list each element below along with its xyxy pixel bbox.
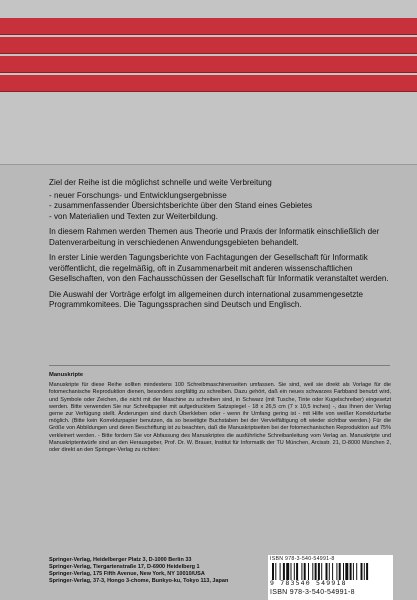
red-stripe [0,75,417,92]
section-divider [49,365,390,366]
paragraph-proceedings: In erster Linie werden Tagungsberichte von Fachtagungen der Gesellschaft für Informatik veröffentlicht, die regelmäßig, oft in Zusammenarbeit mit anderen wissenschaftlichen Gesellschaften, von den Fachausschüssen der Gesellschaft für Informatik veranstaltet werden. [49,253,389,283]
paragraph-selection: Die Auswahl der Vorträge erfolgt im allgemeinen durch international zusammengesetzte Programmkomitees. Die Tagungssprachen sind Deutsch und Englisch. [49,289,364,309]
goals-list [49,191,389,223]
red-stripe [0,18,417,35]
isbn-barcode-box [268,555,393,600]
series-description [49,178,389,316]
isbn-top-label: ISBN 978-3-540-54991-8 [270,556,335,562]
goal-item: - zusammenfassender Übersichtsberichte über den Stand eines Gebietes [49,201,313,210]
cover-top-panel [0,0,417,165]
publisher-addresses [49,557,264,585]
paragraph-themes: In diesem Rahmen werden Themen aus Theorie und Praxis der Informatik einschließlich der Datenverarbeitung in verschiedenen Anwendungsgebieten behandelt. [49,227,380,247]
manuscripts-section [49,372,391,454]
manuscripts-text: Manuskripte für diese Reihe sollten mindestens 100 Schreibmaschinenseiten umfassen. Sie sind, weil sie direkt als Vorlage für die fotomechanische Reproduktion dienen, besonders sorgfältig zu schreiben. Dazu gehört, daß ein neues schwarzes Farbband benutzt wird, und Symbole oder Zeichen, die nicht mit der Maschine zu schreiben sind, in Schwarz (mit Tusche, Tinte oder Kugelschreiber) eingesetzt werden. Bitte verwenden Sie nur Schreibpapier mit aufgedrucktem Satzspiegel - 18 x 26,5 cm (7 x 10,5 inches) -, das Ihnen der Verlag gerne zur Verfügung stellt. Änderungen sind durch Überkleben oder - wenn ihr Umfang gering ist - mit Hilfe von weißer Korrekturfarbe möglich. (Bitte kein Korrekturpapier benutzen, da so beseitigte Buchstaben bei der Vervielfältigung oft wieder sichtbar werden.) Für die Größe von Abbildungen und deren Beschriftung ist zu beachten, daß die Manuskriptseiten bei der fotomechanischen Reproduktion auf 75% verkleinert werden. - Bitte fordern Sie vor Abfassung des Manuskriptes die ausführliche Schreibanleitung vom Verlag an. Manuskripte und Manuskriptentwürfe sind an den Herausgeber, Prof. Dr. W. Brauer, Institut für Informatik der TU München, Arcisstr. 21, D-8000 München 2, oder direkt an den Springer-Verlag zu richten: [49,382,391,454]
address-line: Springer-Verlag, 37-3, Hongo 3-chome, Bunkyo-ku, Tokyo 113, Japan [49,578,229,584]
red-stripe [0,37,417,54]
goal-item: - von Materialien und Texten zur Weiterbildung. [49,211,218,221]
barcode-icon [272,563,389,580]
ean-number: 9 783540 549918 [270,579,347,587]
goal-item: - neuer Forschungs- und Entwicklungsergebnisse [49,190,227,200]
isbn-bottom-label: ISBN 978-3-540-54991-8 [270,589,355,596]
panel-divider [0,164,417,165]
manuscripts-heading: Manuskripte [49,372,84,378]
address-line: Springer-Verlag, Heidelberger Platz 3, D-1000 Berlin 33 [49,557,192,563]
address-line: Springer-Verlag, Tiergartenstraße 17, D-6900 Heidelberg 1 [49,564,200,570]
red-stripe [0,56,417,73]
intro-text: Ziel der Reihe ist die möglichst schnelle und weite Verbreitung [49,178,272,187]
address-line: Springer-Verlag, 175 Fifth Avenue, New York, NY 10010/USA [49,571,205,577]
